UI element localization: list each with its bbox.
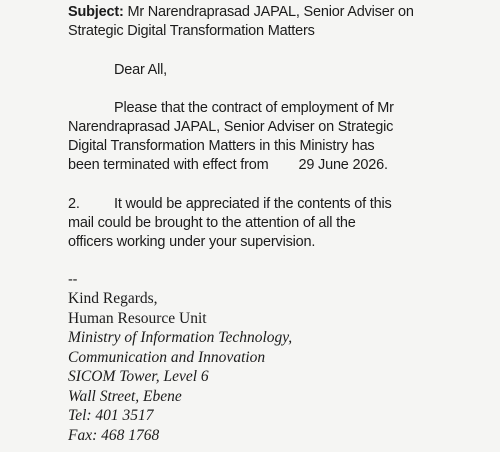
paragraph1-line1: Please that the contract of employment of Mr (114, 100, 394, 116)
paragraph1-line2: Narendraprasad JAPAL, Senior Adviser on Strategic (68, 119, 394, 135)
paragraph1-line4 (68, 156, 388, 175)
signature-separator: -- (68, 272, 78, 288)
signature-unit: Human Resource Unit (68, 310, 207, 327)
signature-address-2: Wall Street, Ebene (68, 388, 182, 405)
signature-ministry-2: Communication and Innovation (68, 349, 266, 366)
paragraph2-line2: mail could be brought to the attention of all the (68, 215, 356, 231)
closing: Kind Regards, (68, 290, 158, 307)
signature-tel: Tel: 401 3517 (68, 407, 154, 424)
subject-line-2: Strategic Digital Transformation Matters (68, 23, 315, 39)
signature-address-1: SICOM Tower, Level 6 (68, 368, 209, 385)
subject-text-1: Mr Narendraprasad JAPAL, Senior Adviser on (127, 4, 414, 20)
signature-fax: Fax: 468 1768 (68, 427, 160, 444)
paragraph1-line3: Digital Transformation Matters in this Ministry has (68, 138, 375, 154)
salutation: Dear All, (114, 62, 167, 78)
paragraph1-line4-text: been terminated with effect from (68, 157, 269, 173)
termination-date: 29 June 2026. (298, 157, 388, 173)
subject-line (68, 3, 414, 22)
paragraph2-number: 2. (68, 196, 80, 212)
paragraph2-line3: officers working under your supervision. (68, 234, 316, 250)
signature-ministry-1: Ministry of Information Technology, (68, 329, 293, 346)
paragraph2-line1: It would be appreciated if the contents of this (114, 196, 392, 212)
subject-label: Subject: (68, 4, 124, 20)
